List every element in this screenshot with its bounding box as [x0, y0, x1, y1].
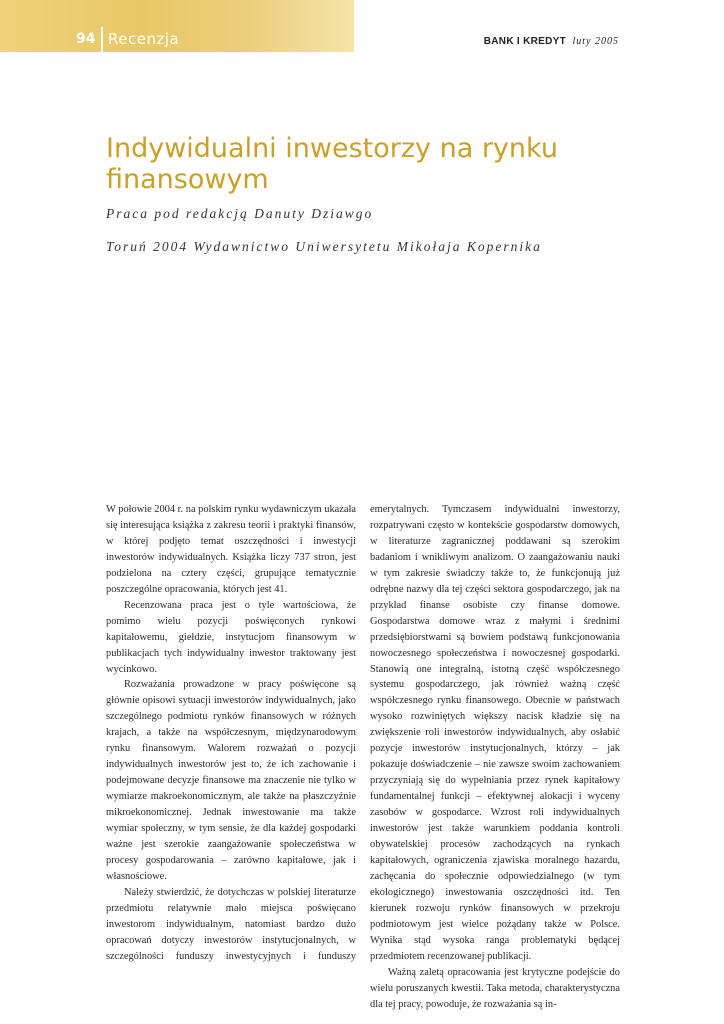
article-title	[106, 133, 626, 195]
body-column-right	[370, 502, 620, 1013]
title-line-2: finansowym	[106, 164, 269, 195]
paragraph-4-continued: emerytalnych. Tymczasem indywidualni inwestorzy, rozpatrywani często w kontekście gospodarstw domowych, w literaturze zagranicznej poddawani są szerokim badaniom i wnikliwym analizom. O zaangażowaniu nauki w tym zakresie świadczy także to, że funkcjonują już odrębne nazwy dla tej części sektora gospodarczego, jak na przykład finanse osobiste czy finanse domowe. Gospodarstwa domowe wraz z małymi i średnimi przedsiębiorstwami są bowiem podstawą funkcjonowania nowoczesnego społeczeństwa i nowoczesnej gospodarki. Stanowią one integralną, istotną część współczesnego systemu gospodarczego, jak również ważną część współczesnego rynku finansowego. Obecnie w państwach wysoko rozwiniętych większy nacisk kładzie się na zwiększenie roli inwestorów indywidualnych, aby osłabić pozycje inwestorów instytucjonalnych, którzy – jak pokazuje doświadczenie – nie zawsze swoim zachowaniem przyczyniają się do wypełniania przez rynek kapitałowy fundamentalnej funkcji – efektywnej alokacji i wyceny zasobów w gospodarce. Wzrost roli indywidualnych inwestorów jest także warunkiem poddania kontroli obywatelskiej procesów zachodzących na rynkach kapitałowych, ograniczenia zjawiska moralnego hazardu, zachęcania do społecznie odpowiedzialnego (w tym ekologicznego) inwestowania oszczędności itd. Ten kierunek rozwoju rynków finansowych w przekroju podmiotowym jest wielce pożądany także w Polsce. Wynika stąd wysoka ranga problematyki będącej przedmiotem recenzowanej publikacji.	[370, 504, 620, 962]
page-number: 94	[76, 31, 96, 47]
header-divider	[101, 27, 103, 52]
editor-line: Praca pod redakcją Danuty Dziawgo	[106, 206, 374, 221]
paragraph-4: Należy stwierdzić, że dotychczas w polskiej literaturze przedmiotu relatywnie mało miejsca poświęcano inwestorom indywidualnym, natomiast bardzo dużo opracowań dotyczy inwestorów instytucjonalnych, w szczególności funduszy inwestycyjnych i funduszy	[106, 886, 356, 962]
publisher-line: Toruń 2004 Wydawnictwo Uniwersytetu Mikołaja Kopernika	[106, 239, 542, 254]
journal-name: BANK I KREDYT	[483, 36, 566, 47]
issue-date: luty 2005	[572, 36, 619, 47]
paragraph-5: Ważną zaletą opracowania jest krytyczne podejście do wielu poruszanych kwestii. Taka metoda, charakterystyczna dla tej pracy, powoduje, że rozważania są in-	[370, 966, 620, 1010]
body-column-left	[106, 502, 356, 965]
title-line-1: Indywidualni inwestorzy na rynku	[106, 133, 558, 164]
paragraph-3: Rozważania prowadzone w pracy poświęcone są głównie opisowi sytuacji inwestorów indywidualnych, jako szczególnego podmiotu rynków finansowych w różnych krajach, a także na współczesnym, międzynarodowym rynku finansowym. Walorem rozważań o pozycji indywidualnych inwestorów jest to, że ich zachowanie i podejmowane decyzje finansowe ma znaczenie nie tylko w wymiarze makroekonomicznym, ale także na płaszczyźnie mikroekonomicznej. Jednak inwestowanie ma także wymiar społeczny, w tym sensie, że dla każdej gospodarki ważne jest szerokie zaangażowanie społeczeństwa w procesy gospodarowania – zarówno kapitałowe, jak i własnościowe.	[106, 679, 356, 882]
section-label: Recenzja	[108, 30, 180, 48]
paragraph-2: Recenzowana praca jest o tyle wartościowa, że pomimo wielu pozycji poświęconych rynkowi kapitałowemu, giełdzie, instytucjom finansowym w publikacjach tych indywidualny inwestor traktowany jest wycinkowo.	[106, 599, 356, 675]
paragraph-1: W połowie 2004 r. na polskim rynku wydawniczym ukazała się interesująca książka z zakresu teorii i praktyki finansów, w której podjęto temat oszczędności i inwestycji inwestorów indywidualnych. Książka liczy 737 stron, jest podzielona na cztery części, grupujące tematycznie poszczególne opracowania, których jest 41.	[106, 504, 356, 595]
journal-header	[484, 36, 619, 47]
